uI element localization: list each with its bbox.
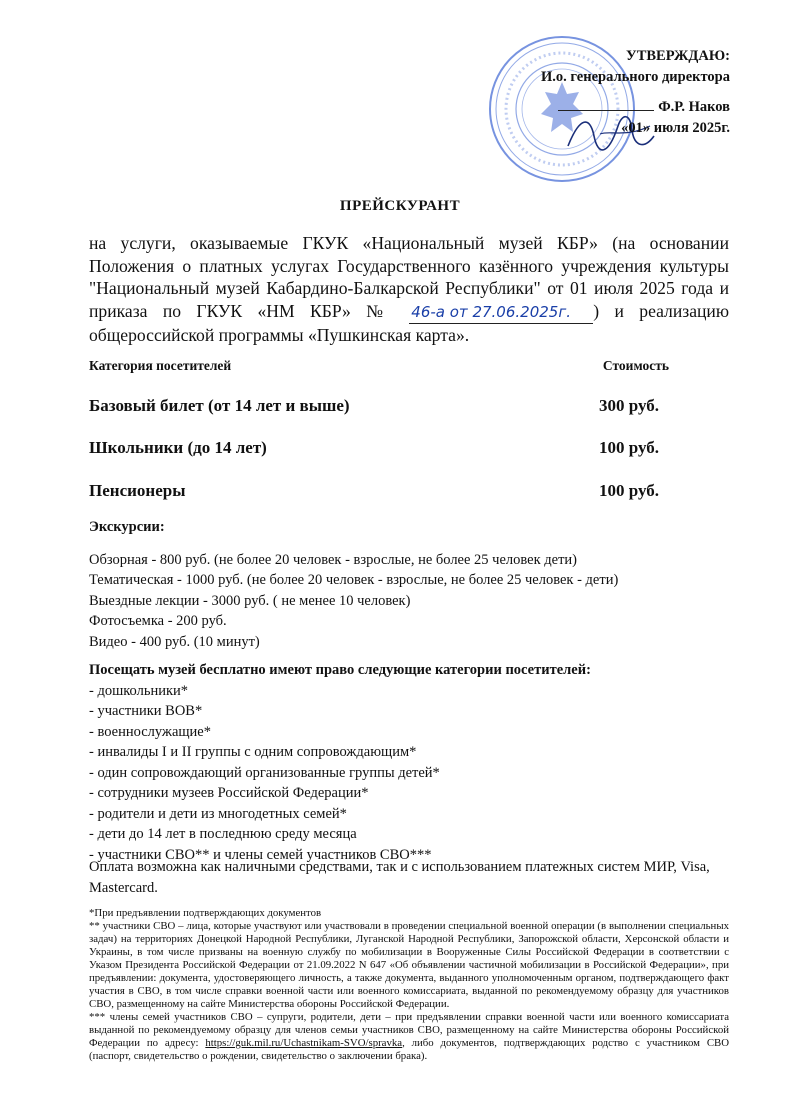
intro-paragraph bbox=[89, 232, 729, 347]
price-row bbox=[89, 481, 669, 501]
document-title: ПРЕЙСКУРАНТ bbox=[339, 198, 461, 214]
approval-date: «01» июля 2025г. bbox=[621, 120, 730, 136]
approval-block bbox=[470, 46, 730, 139]
footnotes bbox=[89, 907, 729, 1063]
excursions-section bbox=[89, 517, 729, 652]
price-value: 100 руб. bbox=[598, 481, 659, 500]
intro-text: на услуги, оказываемые ГКУК «Национальный музей КБР» (на основании Положения о платных услугах Государственного казённого учреждения культуры "Национальный музей Кабардино-Балкарской Республики" от 01 июля 2025 года и приказа по ГКУК «НМ КБР» № bbox=[89, 233, 729, 321]
free-entry-item: - инвалиды I и II группы с одним сопровождающим* bbox=[89, 744, 417, 760]
excursion-item: Тематическая - 1000 руб. (не более 20 человек - взрослые, не более 25 человек - дети) bbox=[89, 572, 619, 588]
free-entry-item: - родители и дети из многодетных семей* bbox=[89, 805, 347, 822]
footnote-3 bbox=[89, 1011, 729, 1063]
free-entry-item: - участники СВО** и члены семей участников СВО*** bbox=[89, 846, 432, 863]
excursion-item: Видео - 400 руб. (10 минут) bbox=[89, 633, 260, 650]
price-table-header bbox=[89, 358, 669, 374]
price-category: Школьники (до 14 лет) bbox=[89, 438, 267, 457]
header-category: Категория посетителей bbox=[89, 358, 232, 373]
spravka-link[interactable]: https://guk.mil.ru/Uchastnikam-SVO/spravka bbox=[205, 1037, 403, 1049]
footnote-3-text-end: , либо документов, подтверждающих родство с участником СВО (паспорт, свидетельство о рождении, свидетельство о заключении брака). bbox=[89, 1037, 730, 1062]
free-entry-item: - дети до 14 лет в последнюю среду месяца bbox=[89, 826, 357, 842]
footnote-3-text: *** члены семей участников СВО – супруги, родители, дети – при предъявлении справки военной части или военного комиссариата выданной по рекомендуемому образцу для членов семьи участников СВО, размещенному на сайте Министерства обороны Российской Федерации по адресу: bbox=[89, 1011, 729, 1049]
excursions-heading: Экскурсии: bbox=[89, 519, 165, 535]
price-value: 100 руб. bbox=[598, 438, 659, 457]
price-row bbox=[89, 396, 669, 416]
free-entry-item: - военнослужащие* bbox=[89, 723, 211, 740]
free-entry-section bbox=[89, 660, 729, 865]
footnote-2: ** участники СВО – лица, которые участвуют или участвовали в проведении специальной военной операции (в выполнении специальных задач) на территориях Донецкой Народной Республики, Луганской Народной Республики, Запорожской области, Херсонской области и Украины, в том числе призваны на военную службу по мобилизации в Вооруженные Силы Российской Федерации в соответствии с Указом Президента Российской Федерации от 21.09.2022 N 647 «Об объявлении частичной мобилизации в Российской Федерации», при предъявлении: документа, удостоверяющего личность, а также документа, выданного уполномоченным органом, подтверждающего факт участия в СВО, в том числе справки военной части или военного комиссариата, выданной по рекомендуемому образцу для участников СВО, размещенному на сайте Министерства обороны Российской Федерации. bbox=[89, 920, 729, 1010]
price-row bbox=[89, 438, 669, 458]
handwritten-order-number: 46-а от 27.06.2025г. bbox=[409, 301, 593, 325]
intro-text-end: ) и реализацию общероссийской программы «Пушкинская карта». bbox=[89, 300, 729, 346]
signature-line-row bbox=[470, 96, 730, 118]
header-price: Стоимость bbox=[602, 358, 669, 373]
footnote-1: *При предъявлении подтверждающих документов bbox=[89, 907, 322, 919]
payment-note: Оплата возможна как наличными средствами, так и с использованием платежных систем МИР, Visa, Mastercard. bbox=[89, 859, 710, 896]
signature-line bbox=[558, 96, 654, 111]
free-entry-heading: Посещать музей бесплатно имеют право следующие категории посетителей: bbox=[89, 662, 591, 678]
free-entry-item: - дошкольники* bbox=[89, 682, 189, 699]
price-value: 300 руб. bbox=[598, 396, 659, 415]
price-category: Базовый билет (от 14 лет и выше) bbox=[89, 396, 350, 415]
excursion-item: Обзорная - 800 руб. (не более 20 человек - взрослые, не более 25 человек дети) bbox=[89, 551, 578, 568]
approval-signatory: Ф.Р. Наков bbox=[658, 99, 730, 115]
approval-heading: УТВЕРЖДАЮ: bbox=[626, 48, 730, 64]
price-category: Пенсионеры bbox=[89, 481, 186, 500]
approval-position: И.о. генерального директора bbox=[540, 69, 730, 85]
excursion-item: Выездные лекции - 3000 руб. ( не менее 10 человек) bbox=[89, 592, 411, 609]
free-entry-item: - участники ВОВ* bbox=[89, 703, 203, 719]
free-entry-item: - один сопровождающий организованные группы детей* bbox=[89, 764, 440, 781]
free-entry-item: - сотрудники музеев Российской Федерации* bbox=[89, 785, 369, 801]
excursion-item: Фотосъемка - 200 руб. bbox=[89, 613, 227, 629]
